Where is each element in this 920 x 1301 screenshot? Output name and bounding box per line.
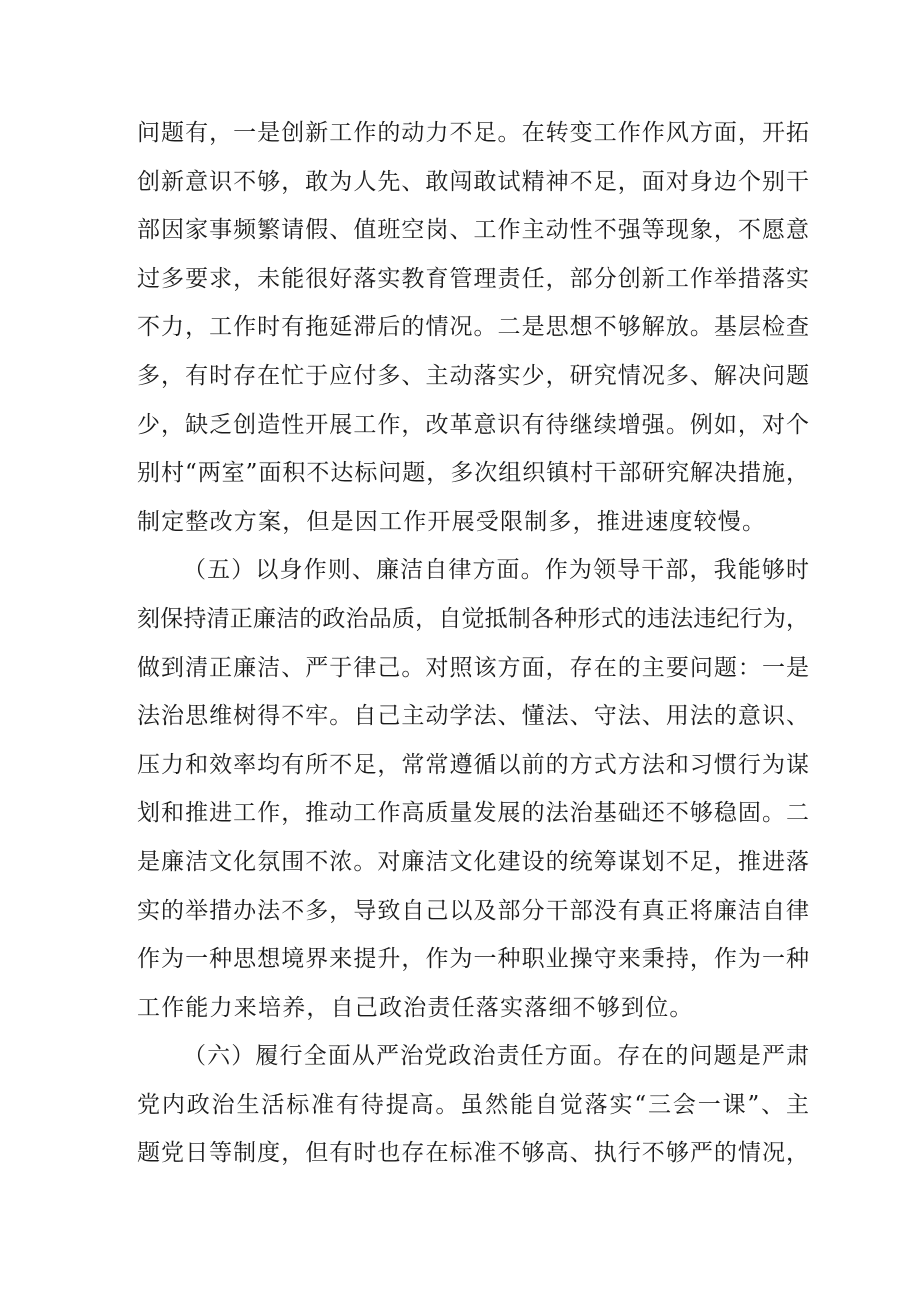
text-line: 别村“两室”面积不达标问题，多次组织镇村干部研究解决措施，	[137, 460, 809, 487]
paragraph-section-6	[137, 1032, 809, 1178]
text-line: 少，缺乏创造性开展工作，改革意识有待继续增强。例如，对个	[137, 411, 809, 438]
text-line: 多，有时存在忙于应付多、主动落实少，研究情况多、解决问题	[137, 362, 809, 389]
text-line: 创新意识不够，敢为人先、敢闯敢试精神不足，面对身边个别干	[137, 168, 809, 195]
text-line: 刻保持清正廉洁的政治品质，自觉抵制各种形式的违法违纪行为，	[137, 605, 809, 632]
text-line: 做到清正廉洁、严于律己。对照该方面，存在的主要问题：一是	[137, 654, 809, 681]
text-line: 不力，工作时有拖延滞后的情况。二是思想不够解放。基层检查	[137, 314, 809, 341]
text-line: 实的举措办法不多，导致自己以及部分干部没有真正将廉洁自律	[137, 897, 809, 924]
text-line: 党内政治生活标准有待提高。虽然能自觉落实“三会一课”、主	[137, 1091, 809, 1118]
text-line: 法治思维树得不牢。自己主动学法、懂法、守法、用法的意识、	[137, 703, 809, 730]
document-body	[137, 109, 809, 1178]
section-heading-line: （六）履行全面从严治党政治责任方面。存在的问题是严肃	[183, 1043, 809, 1070]
text-line: 题党日等制度，但有时也存在标准不够高、执行不够严的情况，	[137, 1140, 809, 1167]
text-line: 制定整改方案，但是因工作开展受限制多，推进速度较慢。	[137, 508, 767, 535]
text-line: 过多要求，未能很好落实教育管理责任，部分创新工作举措落实	[137, 265, 809, 292]
text-line: 工作能力来培养，自己政治责任落实落细不够到位。	[137, 994, 694, 1021]
text-line: 划和推进工作，推动工作高质量发展的法治基础还不够稳固。二	[137, 800, 809, 827]
text-line: 压力和效率均有所不足，常常遵循以前的方式方法和习惯行为谋	[137, 751, 809, 778]
text-line: 是廉洁文化氛围不浓。对廉洁文化建设的统筹谋划不足，推进落	[137, 848, 809, 875]
text-line: 问题有，一是创新工作的动力不足。在转变工作作风方面，开拓	[137, 120, 809, 146]
paragraph-section-5	[137, 546, 809, 1032]
text-line: 部因家事频繁请假、值班空岗、工作主动性不强等现象，不愿意	[137, 217, 809, 244]
section-heading-line: （五）以身作则、廉洁自律方面。作为领导干部，我能够时	[183, 557, 809, 584]
paragraph-continuation	[137, 109, 809, 546]
text-line: 作为一种思想境界来提升，作为一种职业操守来秉持，作为一种	[137, 946, 809, 973]
